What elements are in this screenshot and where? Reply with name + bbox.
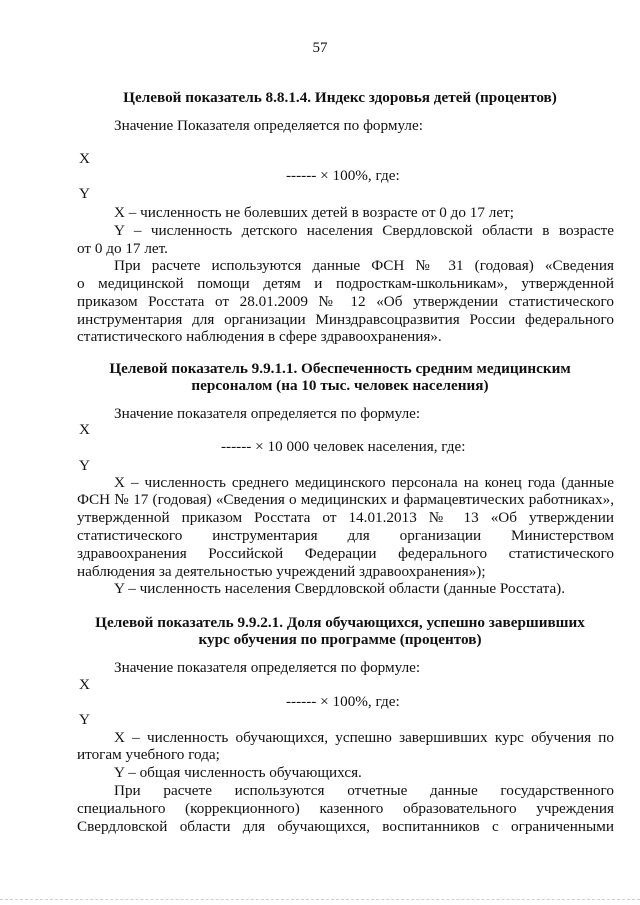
section2-line: здравоохранения Российской Федерации федерального статистического <box>77 545 614 562</box>
section1-intro: Значение Показателя определяется по формуле: <box>114 117 423 134</box>
section1-line: приказом Росстата от 28.01.2009 № 12 «Об утверждении статистического <box>77 293 614 310</box>
section3-line: Свердловской области для обучающихся, воспитанников с ограниченными <box>77 818 614 835</box>
section2-denominator: Y <box>79 457 90 474</box>
section2-intro: Значение показателя определяется по формуле: <box>114 405 421 422</box>
section2-line: Y – численность населения Свердловской области (данные Росстата). <box>114 580 566 597</box>
section2-line: утвержденной приказом Росстата от 14.01.2013 № 13 «Об утверждении <box>77 509 614 526</box>
section2-heading-line2: персоналом (на 10 тыс. человек населения) <box>191 377 489 394</box>
section1-line: статистического наблюдения в сфере здравоохранения». <box>77 328 442 345</box>
section1-line: инструментария для организации Минздравсоцразвития России федерального <box>77 311 614 328</box>
section3-heading-line1: Целевой показатель 9.9.2.1. Доля обучающихся, успешно завершивших <box>95 614 585 631</box>
section3-line: итогам учебного года; <box>77 746 220 763</box>
section2-numerator: X <box>79 421 90 438</box>
section3-line: X – численность обучающихся, успешно завершивших курс обучения по <box>114 729 614 746</box>
page-number: 57 <box>312 40 328 56</box>
section1-line: X – численность не болевших детей в возрасте от 0 до 17 лет; <box>114 204 514 221</box>
section3-line: При расчете используются отчетные данные государственного <box>114 782 614 799</box>
section3-denominator: Y <box>79 711 90 728</box>
section2-line: ФСН № 17 (годовая) «Сведения о медицинских и фармацевтических работниках», <box>77 491 614 508</box>
section2-line: статистического инструментария для организации Министерством <box>77 527 614 544</box>
section2-formula: ------ × 10 000 человек населения, где: <box>221 438 466 455</box>
section2-heading-line1: Целевой показатель 9.9.1.1. Обеспеченность средним медицинским <box>109 360 571 377</box>
section3-numerator: X <box>79 676 90 693</box>
section1-line: Y – численность детского населения Свердловской области в возрасте <box>114 222 614 239</box>
section1-line: от 0 до 17 лет. <box>77 240 168 257</box>
section3-heading-line2: курс обучения по программе (процентов) <box>198 631 482 648</box>
section1-numerator: X <box>79 150 90 167</box>
section3-line: специального (коррекционного) казенного образовательного учреждения <box>77 800 614 817</box>
section1-heading: Целевой показатель 8.8.1.4. Индекс здоровья детей (процентов) <box>123 89 557 106</box>
section1-formula: ------ × 100%, где: <box>286 167 400 184</box>
section1-line: При расчете используются данные ФСН № 31 (годовая) «Сведения <box>114 257 614 274</box>
page-bottom-edge <box>0 899 640 900</box>
section1-line: о медицинской помощи детям и подросткам-школьникам», утвержденной <box>77 275 614 292</box>
section3-formula: ------ × 100%, где: <box>286 693 400 710</box>
section1-denominator: Y <box>79 185 90 202</box>
section3-intro: Значение показателя определяется по формуле: <box>114 659 421 676</box>
section2-line: наблюдения за деятельностью учреждений здравоохранения»); <box>77 563 486 580</box>
section2-line: X – численность среднего медицинского персонала на конец года (данные <box>114 474 614 491</box>
section3-line: Y – общая численность обучающихся. <box>114 764 362 781</box>
